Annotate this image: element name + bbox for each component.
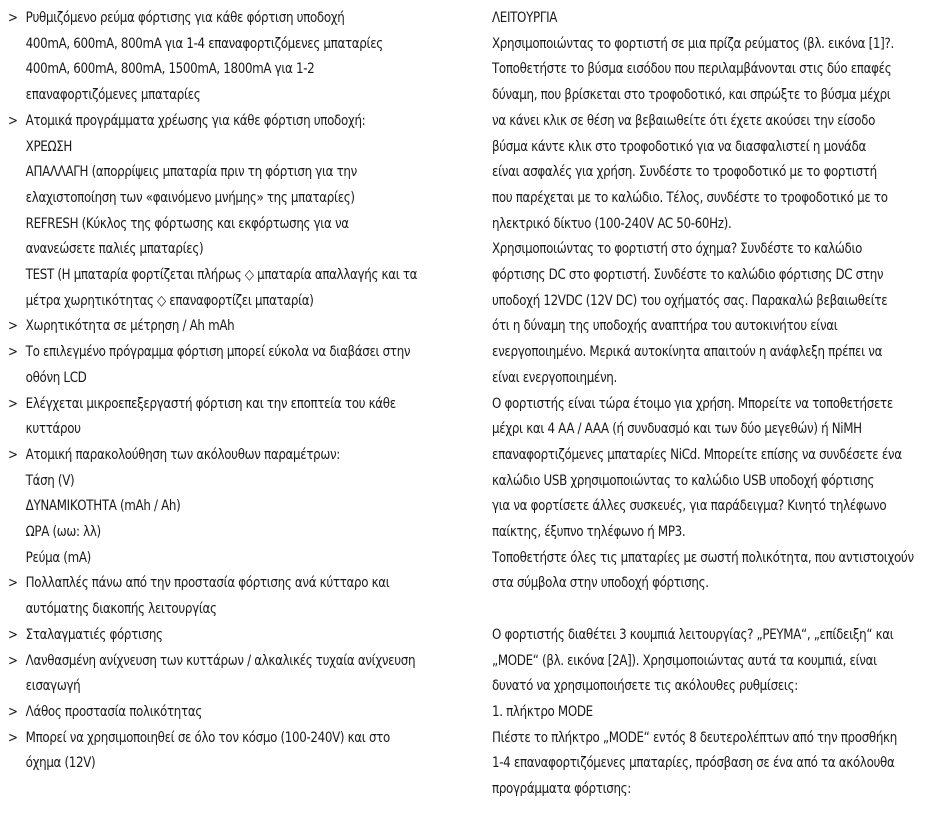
paragraph-line: ηλεκτρικό δίκτυο (100-240V AC 50-60Hz). <box>492 215 732 232</box>
paragraph-line: δύναμη, που βρίσκεται στο τροφοδοτικό, και σπρώξτε το βύσμα μέχρι <box>492 87 891 104</box>
list-item <box>8 623 438 649</box>
paragraph-line: είναι ασφαλές για χρήση. Συνδέστε το τροφοδοτικό με το φορτιστή <box>492 164 877 181</box>
list-item-line: REFRESH (Κύκλος της φόρτωσης και εκφόρτωσης για να <box>25 215 349 232</box>
paragraph-line: στα σύμβολα στην υποδοχή φόρτισης. <box>492 575 709 592</box>
paragraph-line: Ο φορτιστής είναι τώρα έτοιμο για χρήση. Μπορείτε να τοποθετήσετε <box>492 395 893 412</box>
list-item-line: ΑΠΑΛΛΑΓΗ (απορρίψεις μπαταρία πριν τη φόρτιση για την <box>25 164 357 181</box>
list-item-line: TEST (Η μπαταρία φορτίζεται πλήρως ◇ μπαταρία απαλλαγής και τα <box>25 267 418 284</box>
paragraph <box>492 700 943 726</box>
list-item-line: επαναφορτιζόμενες μπαταρίες <box>25 87 201 104</box>
paragraph <box>492 32 943 238</box>
list-item <box>8 314 438 340</box>
list-item-line: ΔΥΝΑΜΙΚΟΤΗΤΑ (mAh / Ah) <box>25 498 181 515</box>
section-heading: ΛΕΙΤΟΥΡΓΙΑ <box>492 10 558 26</box>
paragraph-line: καλώδιο USB χρησιμοποιώντας το καλώδιο USB υποδοχή φόρτισης <box>492 472 875 489</box>
list-item-line: 400mA, 600mA, 800mA για 1-4 επαναφορτιζόμενες μπαταρίες <box>25 35 383 52</box>
paragraph-line: προγράμματα φόρτισης: <box>492 781 631 798</box>
list-item-line: ελαχιστοποίηση των «φαινόμενο μνήμης» της μπαταρίες) <box>25 189 355 206</box>
bullet-marker: > <box>8 703 18 720</box>
paragraph-line: Τοποθετήστε όλες τις μπαταρίες με σωστή πολικότητα, που αντιστοιχούν <box>492 549 914 566</box>
list-item-line: οθόνη LCD <box>25 369 87 386</box>
paragraph <box>492 546 943 597</box>
list-item-line: Λάθος προστασία πολικότητας <box>25 703 202 720</box>
subheading-mode-key: 1. πλήκτρο MODE <box>492 703 593 720</box>
paragraph-line: υποδοχή 12VDC (12V DC) του οχήματός σας. Παρακαλώ βεβαιωθείτε <box>492 292 888 309</box>
bullet-marker: > <box>8 10 18 26</box>
bullet-marker: > <box>8 318 18 335</box>
list-item-line: Πολλαπλές πάνω από την προστασία φόρτισης ανά κύτταρο και <box>25 575 390 592</box>
paragraph-line: είναι ενεργοποιημένη. <box>492 369 617 386</box>
paragraph-line: να κάνει κλικ σε θέση να βεβαιωθείτε ότι έχετε ακούσει την είσοδο <box>492 112 876 129</box>
list-item <box>8 700 438 726</box>
paragraph-line: μέχρι και 4 AA / AAA (ή συνδυασμό και των δύο μεγεθών) ή NiMH <box>492 421 862 438</box>
list-item-line: ανανεώσετε παλιές μπαταρίες) <box>25 241 204 258</box>
bullet-marker: > <box>8 446 18 463</box>
paragraph-line: δυνατό να χρησιμοποιήσετε τις ακόλουθες ρυθμίσεις: <box>492 678 798 695</box>
paragraph-line: Ο φορτιστής διαθέτει 3 κουμπιά λειτουργίας? „ΡΕΥΜΑ“, „επίδειξη“ και <box>492 626 894 643</box>
feature-list <box>8 6 438 777</box>
list-item-line: 400mA, 600mA, 800mA, 1500mA, 1800mA για 1-2 <box>25 61 315 78</box>
paragraph <box>492 726 943 803</box>
list-item-line: ΧΡΕΩΣΗ <box>25 138 73 155</box>
paragraph-line: 1-4 επαναφορτιζόμενες μπαταρίες, πρόσβαση σε ένα από τα ακόλουθα <box>492 755 895 772</box>
paragraph-line: παίκτης, έξυπνο τηλέφωνο ή MP3. <box>492 524 686 541</box>
list-item-line: Το επιλεγμένο πρόγραμμα φόρτιση μπορεί εύκολα να διαβάσει στην <box>25 344 411 361</box>
list-item-line: Ατομικά προγράμματα χρέωσης για κάθε φόρτιση υποδοχή: <box>25 112 366 129</box>
bullet-marker: > <box>8 626 18 643</box>
bullet-marker: > <box>8 652 18 669</box>
list-item-line: αυτόματης διακοπής λειτουργίας <box>25 601 217 618</box>
paragraph-line: ενεργοποιημένο. Μερικά αυτοκίνητα απαιτούν η ανάφλεξη πρέπει να <box>492 344 883 361</box>
list-item <box>8 571 438 622</box>
list-item-line: Μπορεί να χρησιμοποιηθεί σε όλο τον κόσμο (100-240V) και στο <box>25 729 390 746</box>
list-item-line: μέτρα χωρητικότητας ◇ επαναφορτίζει μπαταρία) <box>25 292 314 309</box>
list-item-line: Λανθασμένη ανίχνευση των κυττάρων / αλκαλικές τυχαία ανίχνευση <box>25 652 416 669</box>
list-item <box>8 443 438 572</box>
bullet-marker: > <box>8 344 18 361</box>
list-item-line: κυττάρου <box>25 421 81 438</box>
paragraph-line: „MODE“ (βλ. εικόνα [2A]). Χρησιμοποιώντας αυτά τα κουμπιά, είναι <box>492 652 877 669</box>
list-item-line: Ρεύμα (mA) <box>25 549 91 566</box>
operation-section <box>492 6 943 803</box>
bullet-marker: > <box>8 395 18 412</box>
list-item-line: Τάση (V) <box>25 472 75 489</box>
paragraph <box>492 392 943 546</box>
list-item-line: Ελέγχεται μικροεπεξεργαστή φόρτιση και την εποπτεία του κάθε <box>25 395 396 412</box>
list-item-line: Ρυθμιζόμενο ρεύμα φόρτισης για κάθε φόρτιση υποδοχή <box>25 10 345 26</box>
paragraph <box>492 237 943 391</box>
paragraph-line: Χρησιμοποιώντας το φορτιστή σε μια πρίζα ρεύματος (βλ. εικόνα [1]?. <box>492 35 894 52</box>
bullet-marker: > <box>8 575 18 592</box>
list-item <box>8 340 438 391</box>
paragraph-line: Χρησιμοποιώντας το φορτιστή στο όχημα? Συνδέστε το καλώδιο <box>492 241 863 258</box>
bullet-marker: > <box>8 112 18 129</box>
paragraph-line: για να φορτίσετε άλλες συσκευές, για παράδειγμα? Κινητό τηλέφωνο <box>492 498 887 515</box>
list-item-line: Χωρητικότητα σε μέτρηση / Ah mAh <box>25 318 235 335</box>
list-item-line: όχημα (12V) <box>25 755 96 772</box>
paragraph-line: ότι η δύναμη της υποδοχής αναπτήρα του αυτοκινήτου είναι <box>492 318 838 335</box>
list-item <box>8 649 438 700</box>
list-item-line: Ατομική παρακολούθηση των ακόλουθων παραμέτρων: <box>25 446 340 463</box>
list-item-line: Σταλαγματιές φόρτισης <box>25 626 163 643</box>
list-item <box>8 392 438 443</box>
paragraph-line: βύσμα κάντε κλικ στο τροφοδοτικό για να διασφαλιστεί η μονάδα <box>492 138 866 155</box>
list-item <box>8 6 438 109</box>
paragraph-line: Τοποθετήστε το βύσμα εισόδου που περιλαμβάνονται στις δύο επαφές <box>492 61 892 78</box>
list-item-line: εισαγωγή <box>25 678 81 695</box>
paragraph-line: επαναφορτιζόμενες μπαταρίες NiCd. Μπορείτε επίσης να συνδέσετε ένα <box>492 446 902 463</box>
bullet-marker: > <box>8 729 18 746</box>
paragraph-spacer <box>492 597 943 623</box>
list-item <box>8 109 438 315</box>
list-item-line: ΩΡΑ (ωω: λλ) <box>25 524 101 541</box>
paragraph-line: φόρτισης DC στο φορτιστή. Συνδέστε το καλώδιο φόρτισης DC στην <box>492 267 884 284</box>
paragraph-line: που παρέχεται με το καλώδιο. Τέλος, συνδέστε το τροφοδοτικό με το <box>492 189 888 206</box>
list-item <box>8 726 438 777</box>
paragraph <box>492 623 943 700</box>
paragraph-line: Πιέστε το πλήκτρο „MODE“ εντός 8 δευτερολέπτων από την προσθήκη <box>492 729 897 746</box>
